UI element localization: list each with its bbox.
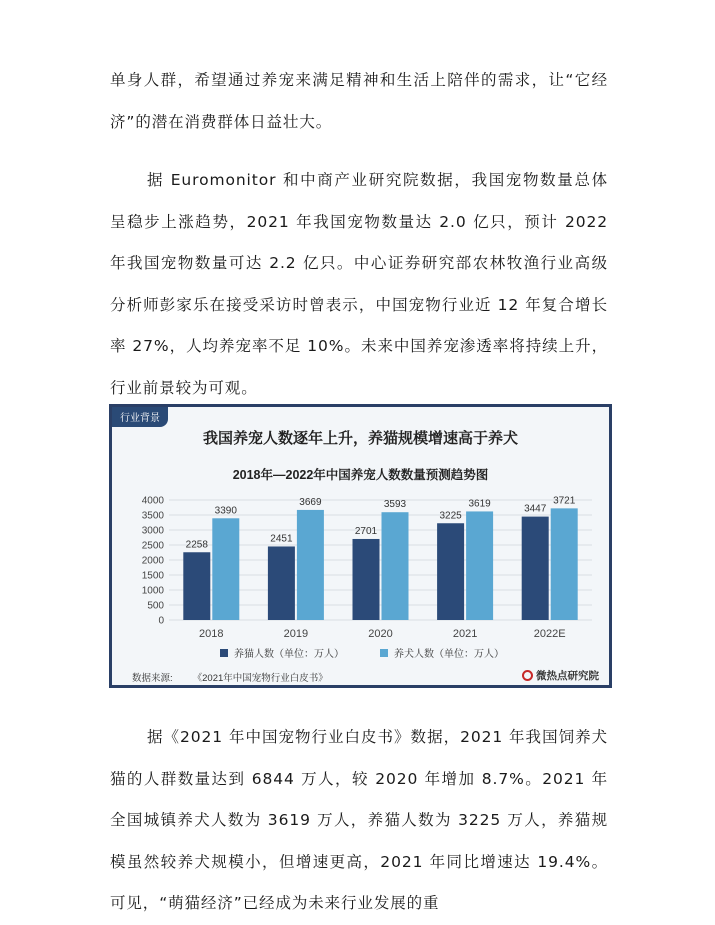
y-tick-label: 1000 (141, 585, 164, 597)
source-label: 数据来源: (132, 673, 173, 684)
source-text: 《2021年中国宠物行业白皮书》 (192, 673, 328, 684)
legend-item-cat (220, 645, 344, 660)
bar-chart (112, 489, 609, 639)
data-label: 2701 (354, 525, 378, 537)
y-tick-label: 500 (147, 600, 164, 612)
chart-title: 2018年—2022年中国养宠人数数量预测趋势图 (232, 468, 489, 482)
data-label: 3390 (214, 505, 237, 517)
data-label: 3721 (553, 495, 576, 507)
brand-logo (522, 668, 599, 683)
data-label: 3669 (299, 496, 322, 508)
bar (522, 517, 549, 620)
bar (382, 512, 409, 620)
x-tick-label: 2019 (283, 628, 309, 639)
paragraph-3: 据《2021 年中国宠物行业白皮书》数据，2021 年我国饲养犬猫的人群数量达到 6844 万人，较 2020 年增加 8.7%。2021 年全国城镇养犬人数为 3619 万人，养猫人数为 3225 万人，养猫规模虽然较养犬规模小，但增速更高，2021 年同比增速达 19.4%。可见，“萌猫经济”已经成为未来行业发展的重 (110, 728, 608, 912)
paragraph-1: 单身人群，希望通过养宠来满足精神和生活上陪伴的需求，让“它经济”的潜在消费群体日益壮大。 (110, 71, 608, 131)
y-tick-label: 0 (158, 615, 164, 627)
brand-name: 微热点研究院 (536, 670, 599, 682)
y-tick-label: 1500 (141, 570, 164, 582)
paragraph-2: 据 Euromonitor 和中商产业研究院数据，我国宠物数量总体呈稳步上涨趋势，2021 年我国宠物数量达 2.0 亿只，预计 2022 年我国宠物数量可达 2.2 亿只。中心证券研究部农林牧渔行业高级分析师彭家乐在接受采访时曾表示，中国宠物行业近 12 年复合增长率 27%，人均养宠率不足 10%。未来中国养宠渗透率将持续上升，行业前景较为可观。 (110, 171, 608, 397)
bar (297, 510, 324, 620)
data-label: 3619 (468, 498, 491, 510)
bar (353, 539, 380, 620)
data-source (132, 670, 328, 684)
bar (551, 508, 578, 620)
x-tick-label: 2021 (452, 628, 478, 639)
y-tick-label: 4000 (141, 495, 164, 507)
data-label: 2451 (270, 533, 293, 545)
bar (212, 518, 239, 620)
legend-swatch-cat (220, 649, 228, 657)
data-label: 3225 (439, 510, 462, 522)
bar (183, 552, 210, 620)
legend-label-cat: 养猫人数（单位：万人） (234, 649, 344, 660)
y-tick-label: 3500 (141, 510, 164, 522)
y-tick-label: 2000 (141, 555, 164, 567)
legend-swatch-dog (380, 649, 388, 657)
x-tick-label: 2022E (533, 628, 566, 639)
figure-headline: 我国养宠人数逐年上升，养猫规模增速高于养犬 (202, 430, 518, 447)
x-tick-label: 2020 (368, 628, 393, 639)
chart-legend (220, 645, 504, 660)
brand-mark-icon (522, 670, 533, 681)
x-tick-label: 2018 (199, 628, 224, 639)
data-label: 2258 (185, 539, 208, 551)
bar (268, 546, 295, 620)
legend-item-dog (380, 645, 504, 660)
data-label: 3447 (524, 503, 547, 515)
y-tick-label: 2500 (141, 540, 164, 552)
bar (466, 511, 493, 620)
legend-label-dog: 养犬人数（单位：万人） (394, 649, 504, 660)
data-label: 3593 (383, 499, 407, 511)
chart-figure (109, 404, 612, 688)
y-tick-label: 3000 (141, 525, 164, 537)
bar (437, 523, 464, 620)
figure-tag: 行业背景 (112, 407, 168, 427)
